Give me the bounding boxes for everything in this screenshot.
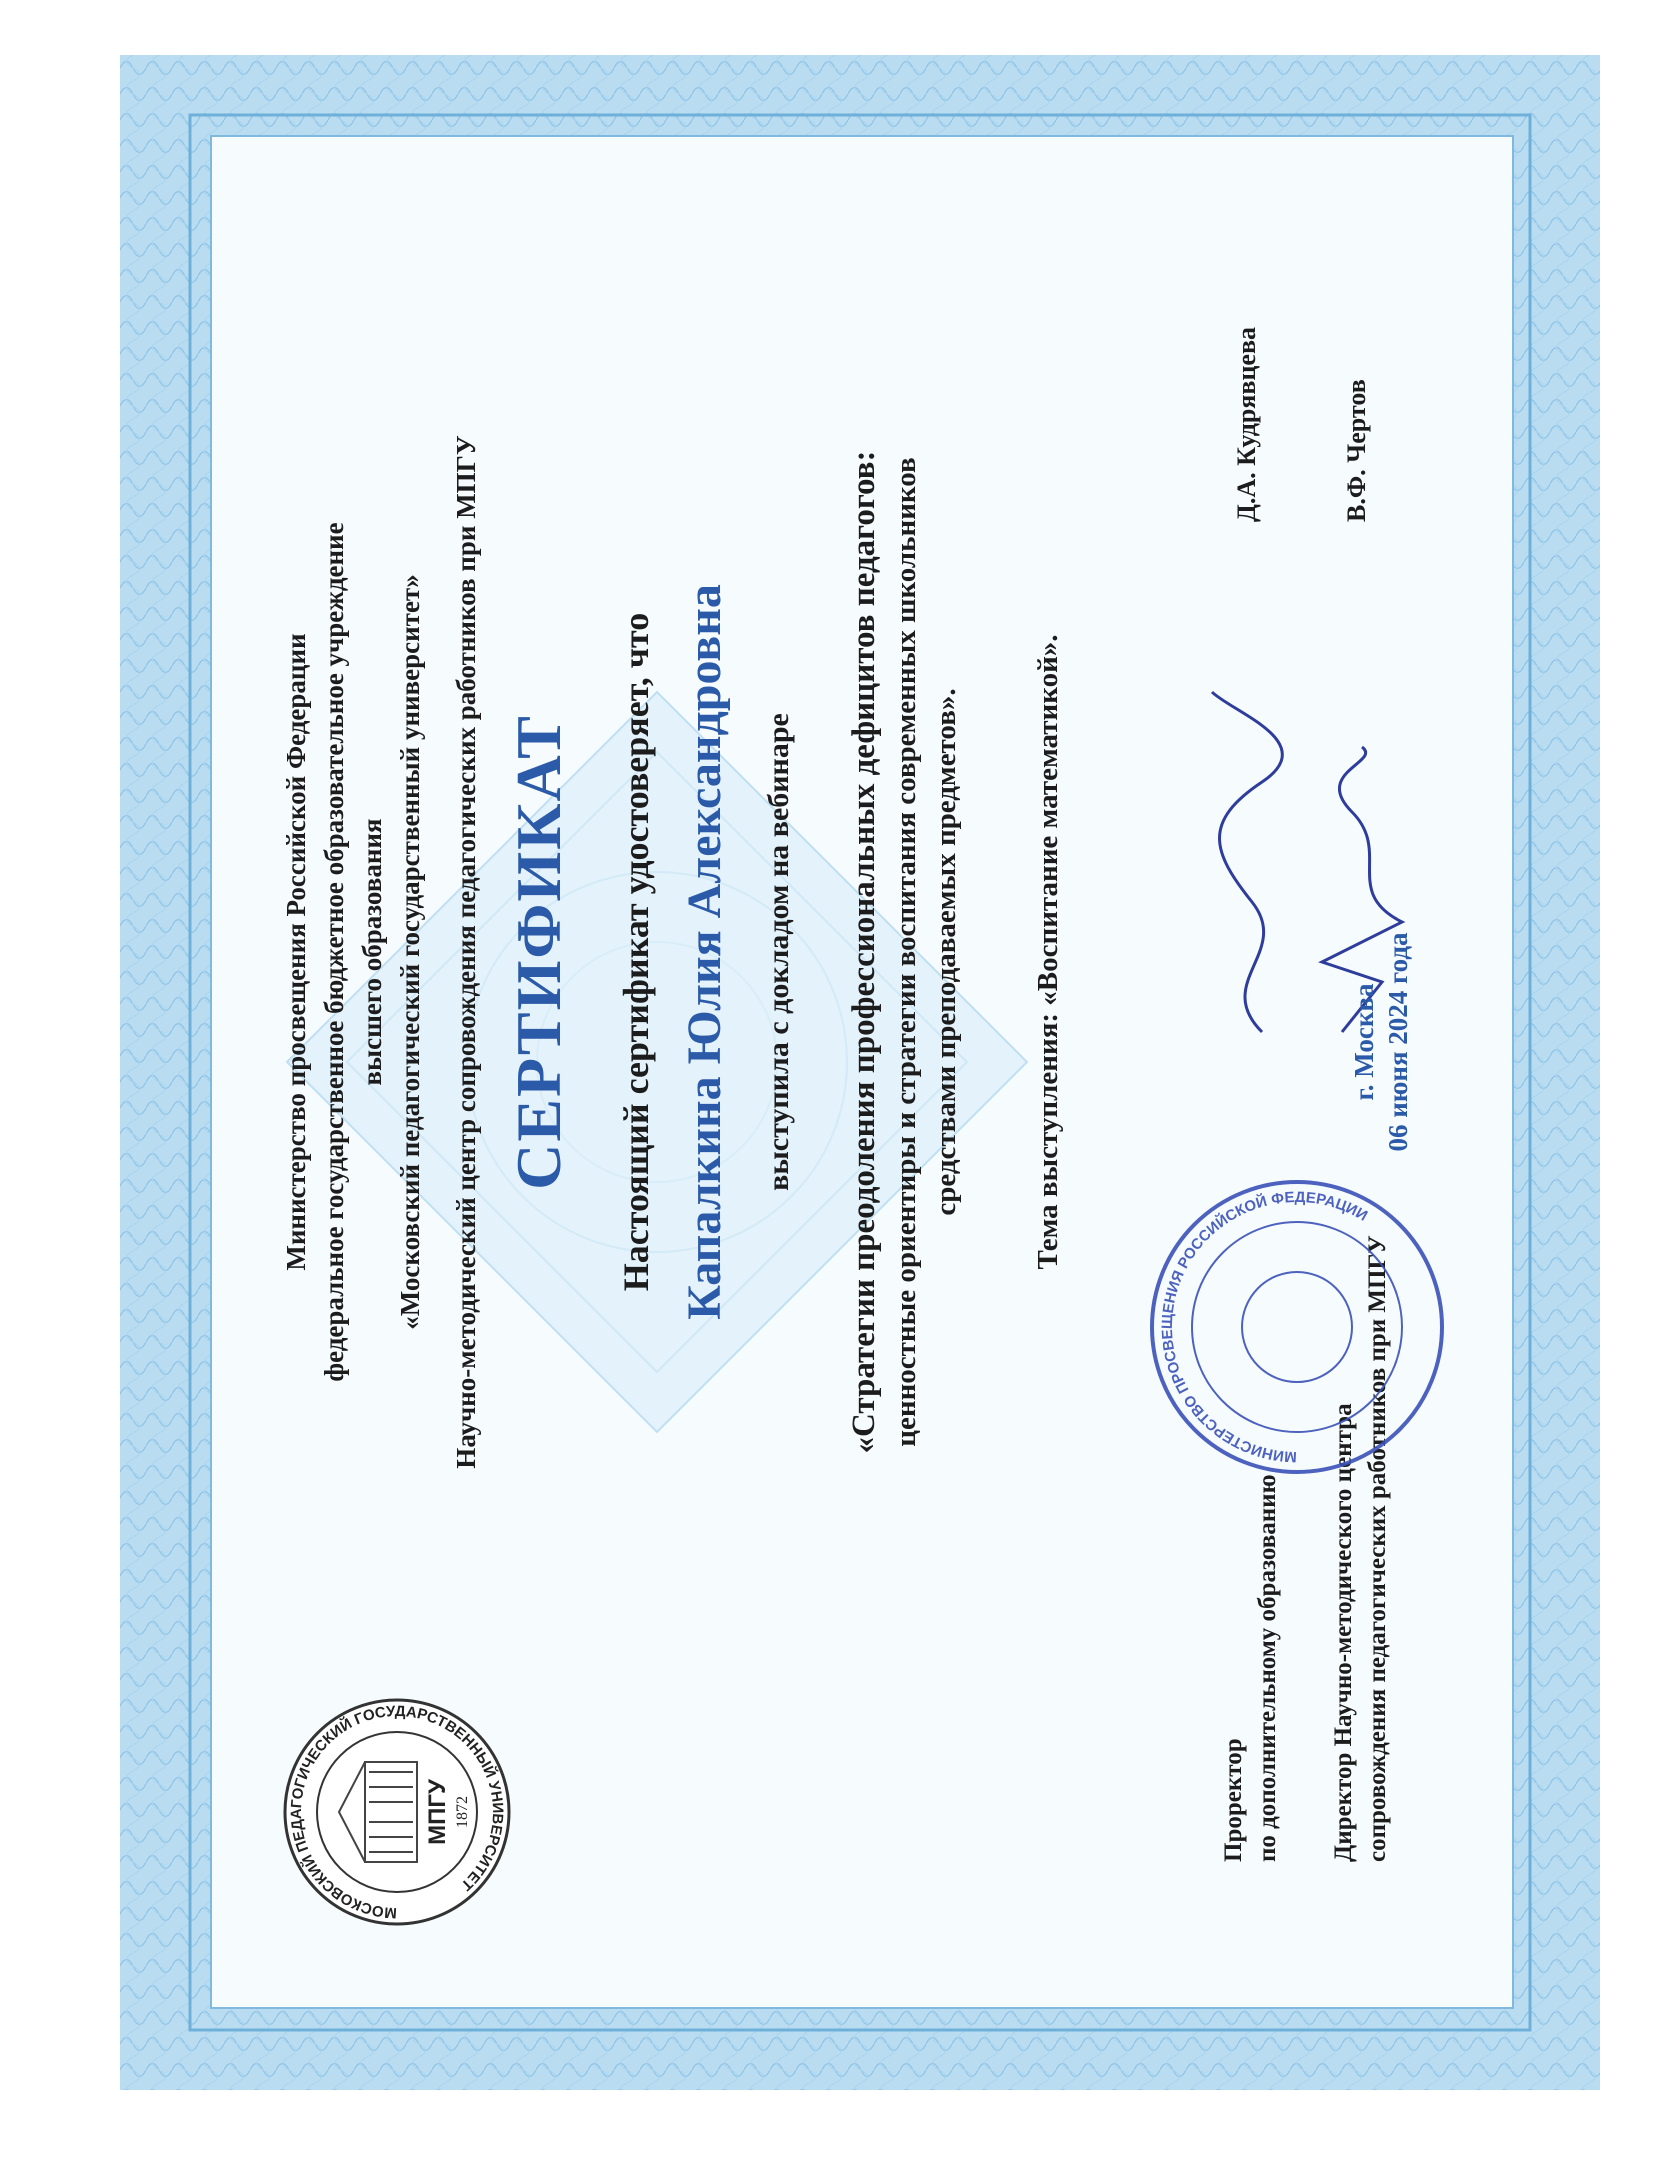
webinar-title-line: средствами преподаваемых предметов».: [930, 688, 962, 1216]
landscape-content: [217, 142, 1507, 2002]
emblem-year: 1872: [454, 1796, 471, 1828]
place-and-date: [1347, 842, 1415, 1242]
webinar-title: [842, 262, 966, 1642]
stamp-ring-text: МИНИСТЕРСТВО ПРОСВЕЩЕНИЯ РОССИЙСКОЙ ФЕДЕРАЦИИ: [1158, 1188, 1371, 1466]
emblem-ring-text: МОСКОВСКИЙ ПЕДАГОГИЧЕСКИЙ ГОСУДАРСТВЕННЫЙ УНИВЕРСИТЕТ: [287, 1702, 507, 1922]
certifies-text: Настоящий сертификат удостоверяет, что: [616, 612, 656, 1292]
webinar-title-line: «Стратегии преодоления профессиональных дефицитов педагогов:: [846, 450, 882, 1454]
issuer-header: [277, 262, 485, 1642]
signer-position: сопровождения педагогических работников при МПГУ: [1364, 1235, 1391, 1862]
first-signer-name: Д.А. Кудрявцева: [1232, 326, 1261, 522]
signer-position: по дополнительному образованию: [1254, 1474, 1281, 1862]
place: г. Москва: [1349, 983, 1379, 1101]
emblem-abbr: МПГУ: [424, 1779, 451, 1845]
university-emblem-text: [277, 1692, 517, 1932]
certificate-title: СЕРТИФИКАТ: [503, 714, 574, 1190]
webinar-title-line: ценностные ориентиры и стратегии воспитания современных школьников: [890, 457, 922, 1447]
achievement-text: выступила с докладом на вебинаре: [762, 713, 795, 1191]
recipient-name: Капалкина Юлия Александровна: [678, 584, 731, 1320]
signer-position: Проректор: [1220, 1738, 1247, 1862]
education-level-line: высшего образования: [357, 818, 387, 1086]
issue-date: 06 июня 2024 года: [1383, 932, 1413, 1152]
svg-text:МОСКОВСКИЙ ПЕДАГОГИЧЕСКИЙ ГОСУ: [288, 1703, 506, 1921]
certificate-frame: [120, 55, 1600, 2090]
ministry-line: Министерство просвещения Российской Федерации: [281, 633, 311, 1271]
center-name-line: Научно-методический центр сопровождения педагогических работников при МПГУ: [451, 435, 481, 1469]
signer-position: Директор Научно-методического центра: [1330, 1403, 1357, 1862]
university-name-line: «Московский педагогический государственный университет»: [395, 574, 425, 1330]
certificate-body: [210, 135, 1514, 2009]
talk-theme: Тема выступления: «Воспитание математикой».: [1032, 634, 1064, 1270]
first-signature: [1192, 682, 1302, 1042]
second-signer-name: В.Ф. Чертов: [1342, 379, 1371, 522]
first-signer-title: [1217, 1474, 1285, 1862]
institution-type-line: федеральное государственное бюджетное образовательное учреждение: [319, 522, 349, 1382]
